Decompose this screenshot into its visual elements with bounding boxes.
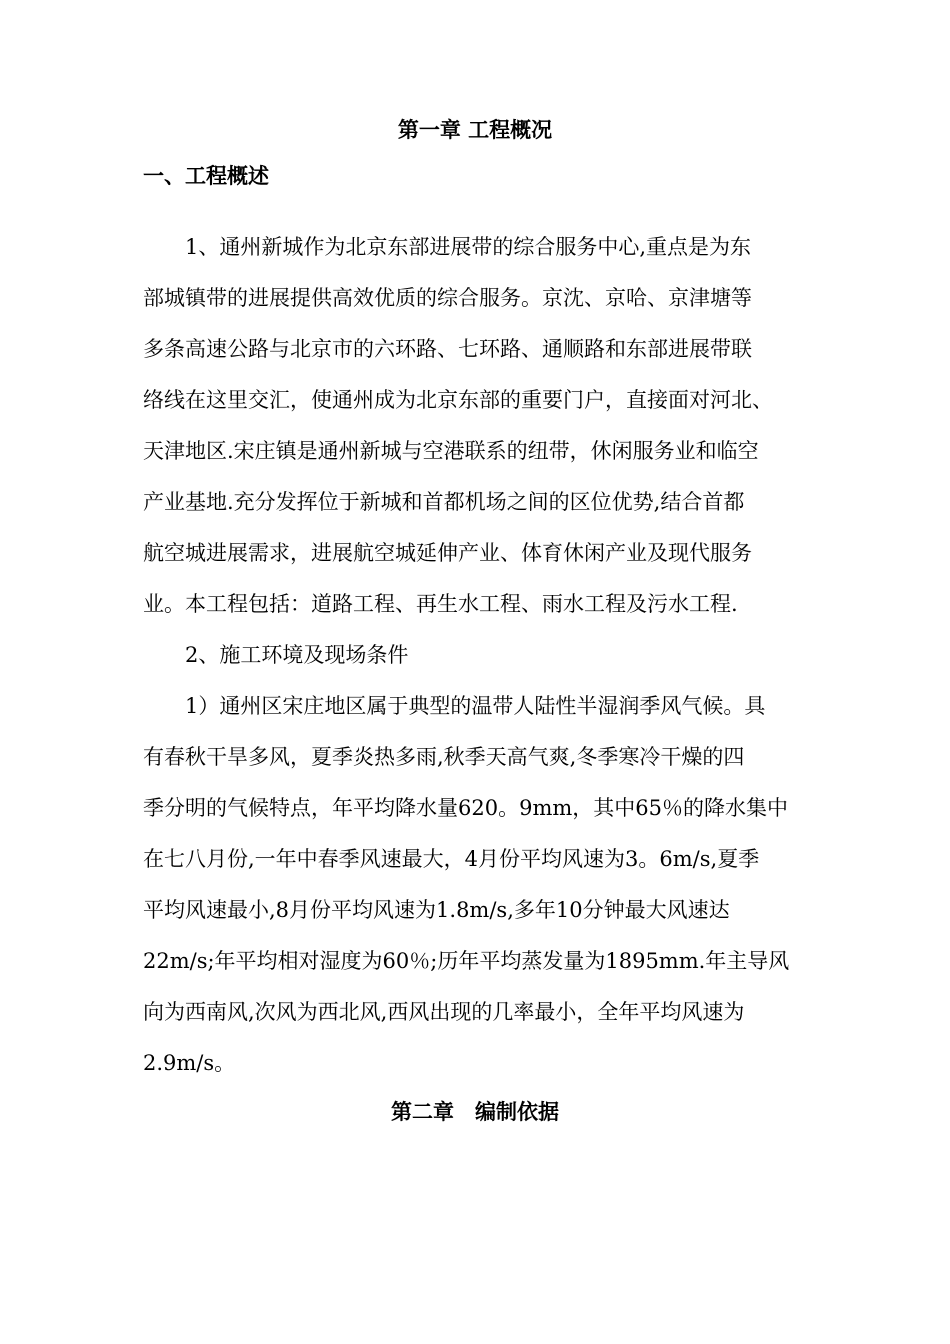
chapter-1-title: 第一章 工程概况 [397,118,553,142]
text-line: 2、施工环境及现场条件 [185,643,409,667]
text-line: 业。本工程包括：道路工程、再生水工程、雨水工程及污水工程. [143,592,738,616]
section-1-title: 一、工程概述 [143,164,269,188]
text-line: 多条高速公路与北京市的六环路、七环路、通顺路和东部进展带联 [143,337,752,361]
text-line: 部城镇带的进展提供高效优质的综合服务。京沈、京哈、京津塘等 [143,286,752,310]
text-line: 航空城进展需求，进展航空城延伸产业、体育休闲产业及现代服务 [143,541,752,565]
paragraph-project-overview [143,222,807,630]
paragraph-construction-environment-heading [143,630,807,681]
paragraph-climate [143,681,807,1089]
text-line: 2.9m/s。 [143,1051,236,1075]
text-line: 在七八月份,一年中春季风速最大，4月份平均风速为3。6m/s,夏季 [143,847,760,871]
text-line: 22m/s;年平均相对湿度为60％;历年平均蒸发量为1895mm.年主导风 [143,949,790,973]
text-line: 有春秋干旱多风，夏季炎热多雨,秋季天高气爽,冬季寒冷干燥的四 [143,745,745,769]
text-line: 向为西南风,次风为西北风,西风出现的几率最小，全年平均风速为 [143,1000,745,1024]
text-line: 络线在这里交汇，使通州成为北京东部的重要门户，直接面对河北、 [143,388,773,412]
text-line: 1、通州新城作为北京东部进展带的综合服务中心,重点是为东 [185,235,752,259]
text-line: 天津地区.宋庄镇是通州新城与空港联系的纽带，休闲服务业和临空 [143,439,759,463]
text-line: 产业基地.充分发挥位于新城和首都机场之间的区位优势,结合首都 [143,490,745,514]
chapter-2-title: 第二章 编制依据 [391,1100,559,1124]
text-line: 1）通州区宋庄地区属于典型的温带人陆性半湿润季风气候。具 [185,694,766,718]
text-line: 季分明的气候特点，年平均降水量620。9mm，其中65％的降水集中 [143,796,788,820]
text-line: 平均风速最小,8月份平均风速为1.8m/s,多年10分钟最大风速达 [143,898,730,922]
